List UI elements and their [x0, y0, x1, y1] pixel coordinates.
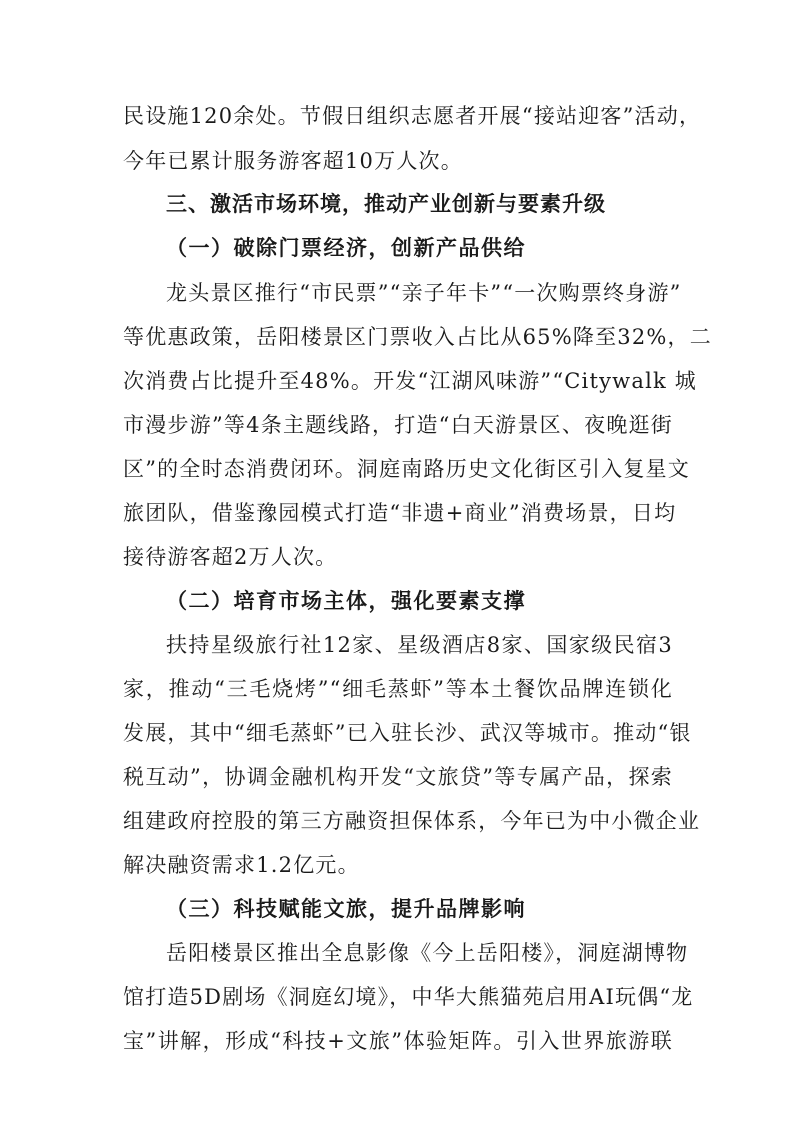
sub2-line-6: 解决融资需求1.2亿元。: [123, 853, 360, 877]
subsection-3-heading: （三）科技赋能文旅，提升品牌影响: [166, 896, 526, 921]
sub2-line-1: 扶持星级旅行社12家、星级酒店8家、国家级民宿3: [166, 633, 673, 657]
intro-line-1: 民设施120余处。节假日组织志愿者开展“接站迎客”活动，: [123, 104, 702, 128]
section-3-heading: 三、激活市场环境，推动产业创新与要素升级: [166, 192, 606, 216]
sub1-line-6: 旅团队，借鉴豫园模式打造“非遗+商业”消费场景，日均: [123, 501, 677, 525]
sub1-line-2: 等优惠政策，岳阳楼景区门票收入占比从65%降至32%，二: [123, 325, 712, 349]
subsection-1-heading: （一）破除门票经济，创新产品供给: [166, 235, 526, 260]
sub2-line-4: 税互动”，协调金融机构开发“文旅贷”等专属产品，探索: [123, 765, 673, 789]
sub1-line-5: 区”的全时态消费闭环。洞庭南路历史文化街区引入复星文: [123, 457, 690, 481]
sub2-line-5: 组建政府控股的第三方融资担保体系，今年已为中小微企业: [123, 809, 701, 833]
sub1-line-4: 市漫步游”等4条主题线路，打造“白天游景区、夜晚逛街: [123, 413, 673, 437]
sub3-line-3: 宝”讲解，形成“科技+文旅”体验矩阵。引入世界旅游联: [123, 1029, 673, 1053]
sub3-line-1: 岳阳楼景区推出全息影像《今上岳阳楼》，洞庭湖博物: [166, 941, 689, 965]
sub1-line-3: 次消费占比提升至48%。开发“江湖风味游”“Citywalk 城: [123, 369, 697, 393]
sub1-line-1: 龙头景区推行“市民票”“亲子年卡”“一次购票终身游”: [166, 281, 682, 305]
intro-line-2: 今年已累计服务游客超10万人次。: [123, 149, 463, 173]
sub3-line-2: 馆打造5D剧场《洞庭幻境》，中华大熊猫苑启用AI玩偶“龙: [123, 985, 694, 1009]
sub2-line-2: 家，推动“三毛烧烤”“细毛蒸虾”等本土餐饮品牌连锁化: [123, 677, 673, 701]
sub1-line-7: 接待游客超2万人次。: [123, 545, 338, 569]
sub2-line-3: 发展，其中“细毛蒸虾”已入驻长沙、武汉等城市。推动“银: [123, 721, 692, 745]
subsection-2-heading: （二）培育市场主体，强化要素支撑: [166, 588, 526, 613]
